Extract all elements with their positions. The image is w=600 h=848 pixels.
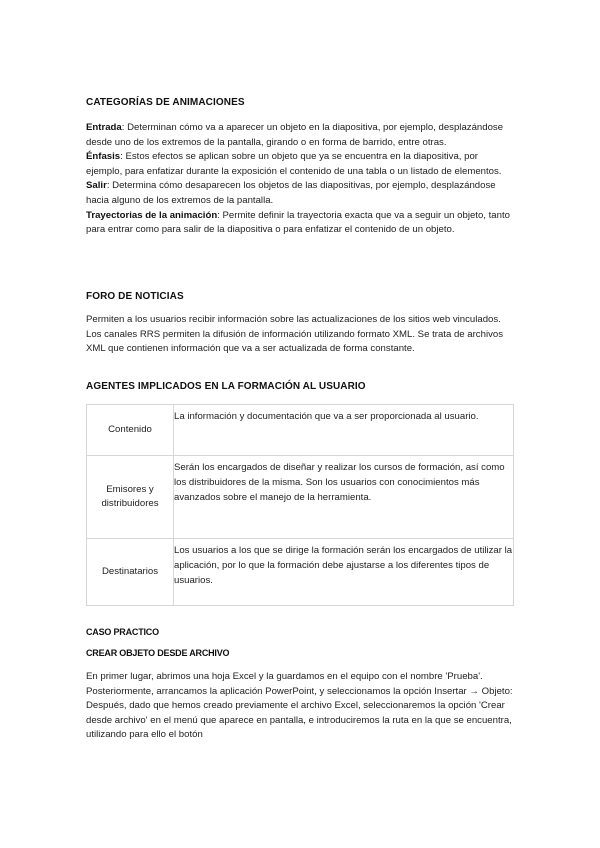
table-cell-text: Los usuarios a los que se dirige la formación serán los encargados de utilizar la aplicación, por lo que la formación debe ajustarse a los diferentes tipos de usuarios. [174, 539, 514, 606]
animacion-item-trayectorias [86, 209, 514, 238]
table-cell-label: Emisores y distribuidores [87, 456, 174, 539]
desc-entrada: : Determinan cómo va a aparecer un objeto en la diapositiva, por ejemplo, desplazándose desde uno de los extremos de la pantalla, girando o en forma de barrido, entre otras. [86, 122, 504, 148]
table-cell-label: Destinatarios [87, 539, 174, 606]
section-title-caso: CASO PRACTICO [86, 627, 159, 637]
agentes-table [86, 404, 514, 606]
desc-trayectorias: : Permite definir la trayectoria exacta que va a seguir un objeto, tanto para entrar como para salir de la diapositiva o para enfatizar el contenido de un objeto. [86, 209, 510, 236]
table-cell-label: Contenido [87, 405, 174, 456]
section-title-foro: FORO DE NOTICIAS [86, 291, 184, 302]
animacion-item-entrada [86, 121, 514, 150]
table-cell-text: Serán los encargados de diseñar y realizar los cursos de formación, así como los distribuidores de la misma. Son los usuarios con conocimientos más avanzados sobre el manejo de la herramienta. [174, 456, 514, 539]
section-title-agentes: AGENTES IMPLICADOS EN LA FORMACIÓN AL USUARIO [86, 381, 366, 392]
animaciones-list [86, 121, 514, 238]
term-entrada: Entrada [86, 122, 122, 133]
table-cell-text: La información y documentación que va a ser proporcionada al usuario. [174, 405, 514, 456]
term-salir: Salir [86, 180, 107, 192]
table-row [87, 456, 514, 539]
desc-salir: : Determina cómo desaparecen los objetos de las diapositivas, por ejemplo, desplazándose hacia alguno de los extremos de la pantalla. [86, 180, 496, 206]
animacion-item-salir [86, 179, 514, 208]
table-row [87, 539, 514, 606]
section-title-animaciones: CATEGORÍAS DE ANIMACIONES [86, 97, 245, 108]
section-subtitle-crear-objeto: CREAR OBJETO DESDE ARCHIVO [86, 648, 230, 658]
desc-enfasis: : Estos efectos se aplican sobre un objeto que ya se encuentra en la diapositiva, por ejemplo, para enfatizar durante la exposición el contenido de una tabla o un listado de elementos. [86, 151, 502, 177]
table-row [87, 405, 514, 456]
animacion-item-enfasis [86, 150, 514, 179]
caso-text: En primer lugar, abrimos una hoja Excel y la guardamos en el equipo con el nombre 'Prueba'. Posteriormente, arrancamos la aplicación PowerPoint, y seleccionamos la opción Insertar → Objeto: Después, dado que hemos creado previamente el archivo Excel, seleccionaremos la opción 'Crear desde archivo' en el menú que aparece en pantalla, e introduciremos la ruta en la que se encuentra, utilizando para ello el botón [86, 671, 513, 741]
term-enfasis: Énfasis [86, 151, 121, 163]
term-trayectorias: Trayectorias de la animación [86, 209, 218, 221]
foro-text: Permiten a los usuarios recibir información sobre las actualizaciones de los sitios web vinculados. Los canales RRS permiten la difusión de información utilizando formato XML. Se trata de archivos XML que contienen información que va a ser actualizada de forma constante. [86, 314, 504, 355]
